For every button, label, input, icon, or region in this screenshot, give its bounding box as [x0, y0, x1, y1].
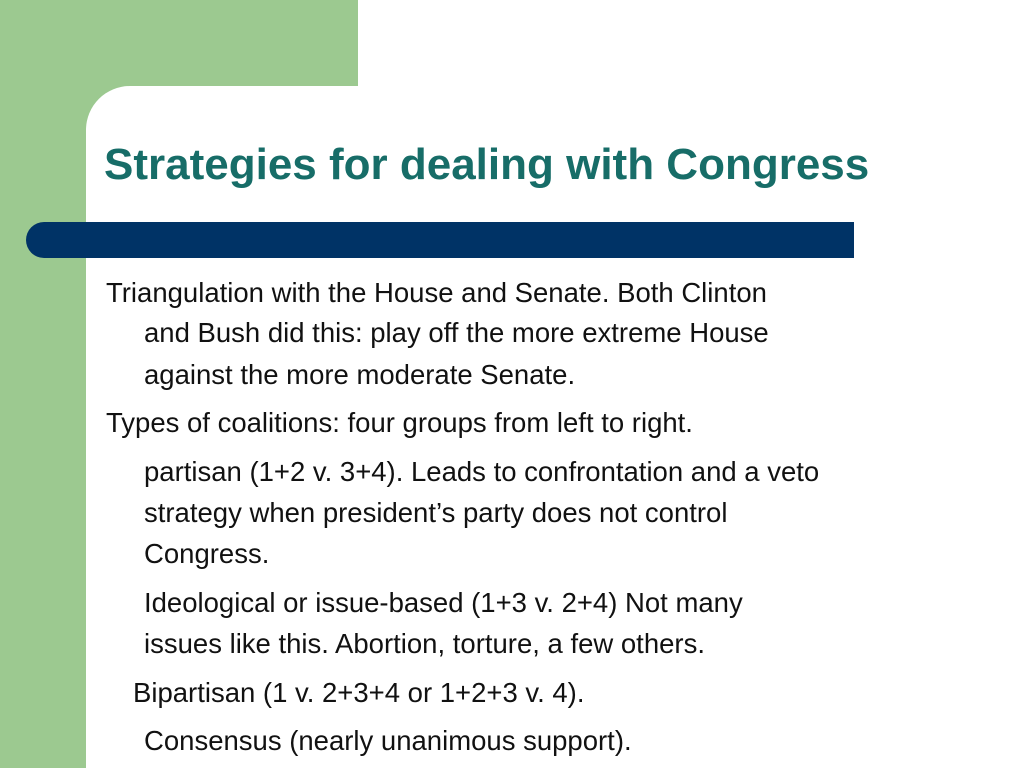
- body-line: against the more moderate Senate.: [144, 359, 576, 390]
- slide-title: Strategies for dealing with Congress: [104, 140, 870, 189]
- body-line: Ideological or issue-based (1+3 v. 2+4) Not many: [144, 587, 743, 618]
- body-line: Consensus (nearly unanimous support).: [144, 725, 632, 756]
- body-line: issues like this. Abortion, torture, a few others.: [144, 628, 705, 659]
- body-line: Triangulation with the House and Senate. Both Clinton: [106, 277, 767, 308]
- body-line: Bipartisan (1 v. 2+3+4 or 1+2+3 v. 4).: [133, 677, 585, 708]
- body-line: Types of coalitions: four groups from left to right.: [106, 407, 693, 438]
- body-line: Congress.: [144, 538, 270, 569]
- body-line: and Bush did this: play off the more extreme House: [144, 317, 769, 348]
- body-line: partisan (1+2 v. 3+4). Leads to confrontation and a veto: [144, 456, 820, 487]
- body-line: strategy when president’s party does not control: [144, 497, 728, 528]
